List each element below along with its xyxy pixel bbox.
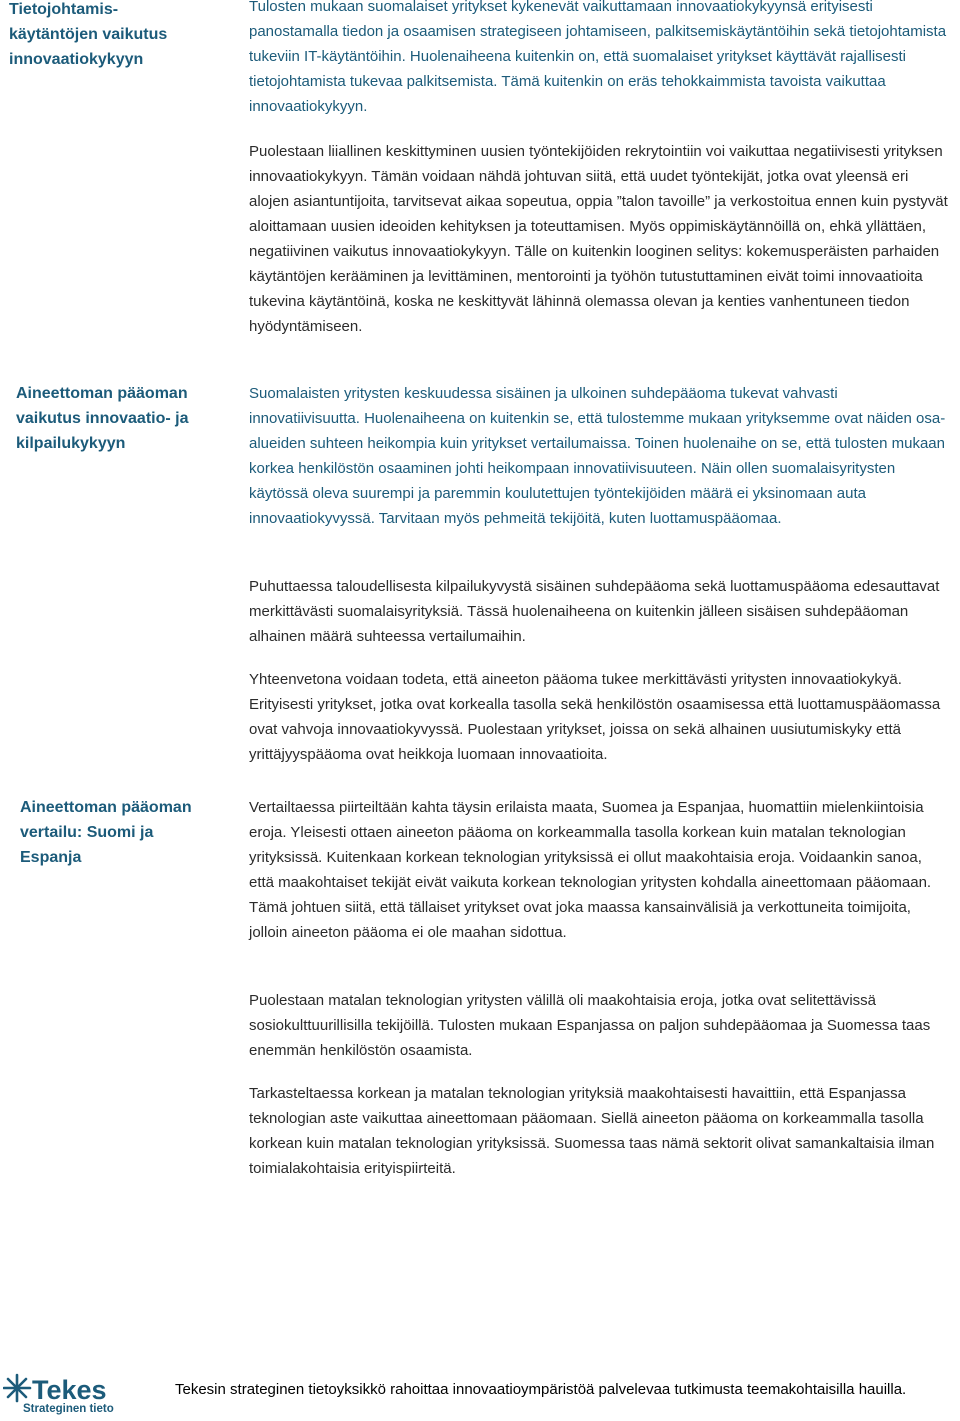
paragraph-3: Suomalaisten yritysten keskuudessa sisäinen ja ulkoinen suhdepääoma tukevat vahvasti innovatiivisuutta. Huolenaiheena on kuitenkin se, että tulostemme mukaan yrityksemme ovat näiden osa-alueiden suhteen heikompia kuin yritykset vertailumaissa. Toinen huolenaihe on se, että tulosten mukaan korkea henkilöstön osaaminen johti heikompaan innovatiivisuuteen. Näin ollen suomalaisyritysten käytössä oleva suurempi ja paremmin koulutettujen työntekijöiden määrä ei yksinomaan auta innovaatiokyvyssä. Tarvitaan myös pehmeitä tekijöitä, kuten luottamuspääomaa.	[249, 385, 946, 527]
section-heading-intangible-capital-impact	[16, 381, 221, 456]
heading-line: Aineettoman pääoman	[20, 799, 192, 816]
logo-tagline: Strateginen tieto	[23, 1403, 114, 1415]
section-heading-finland-spain-comparison	[20, 795, 225, 870]
paragraph-7: Puolestaan matalan teknologian yritysten välillä oli maakohtaisia eroja, jotka ovat selitettävissä sosiokulttuurillisilla tekijöillä. Tulosten mukaan Espanjassa on paljon suhdepääomaa ja Suomessa taas enemmän henkilöstön osaamista.	[249, 992, 931, 1059]
heading-line: innovaatiokykyyn	[9, 51, 144, 68]
heading-line: Aineettoman pääoman	[16, 385, 188, 402]
paragraph-6: Vertailtaessa piirteiltään kahta täysin erilaista maata, Suomea ja Espanjaa, huomattiin mielenkiintoisia eroja. Yleisesti ottaen aineeton pääoma on korkeammalla tasolla korkean kuin matalan teknologian yrityksissä. Kuitenkaan korkean teknologian yrityksissä ei ollut maakohtaisia eroja. Voidaankin sanoa, että maakohtaiset tekijät eivät vaikuta korkean teknologian yritysten kohdalla aineettomaan pääomaan. Tämä johtuen siitä, että tällaiset yritykset ovat joka maassa kansainvälisiä ja verkottuneita toimijoita, jolloin aineeton pääoma ei ole maahan sidottua.	[249, 799, 932, 941]
heading-line: käytäntöjen vaikutus	[9, 26, 168, 43]
heading-line: vaikutus innovaatio- ja	[16, 410, 189, 427]
tekes-logo-mark	[3, 1372, 133, 1416]
star-icon	[4, 1375, 30, 1401]
paragraph-4: Puhuttaessa taloudellisesta kilpailukyvystä sisäinen suhdepääoma sekä luottamuspääoma edesauttavat merkittävästi suomalaisyrityksiä. Tässä huolenaiheena on kuitenkin jälleen sisäisen suhdepääoman alhainen määrä suhteessa vertailumaihin.	[249, 578, 940, 645]
footer-note: Tekesin strateginen tietoyksikkö rahoittaa innovaatioympäristöä palvelevaa tutkimusta teemakohtaisilla hauilla.	[175, 1381, 907, 1398]
paragraph-5: Yhteenvetona voidaan todeta, että aineeton pääoma tukee merkittävästi yritysten innovaatiokykyä. Erityisesti yritykset, jotka ovat korkealla tasolla sekä henkilöstön osaamisessa että luottamuspääomassa ovat vahvoja innovaatiokyvyssä. Puolestaan yritykset, joissa on sekä alhainen uusiutumiskyky että yrittäjyyspääoma ovat heikkoja luomaan innovaatioita.	[249, 671, 941, 763]
logo-wordmark: Tekes	[32, 1375, 107, 1405]
section-heading-knowledge-management	[9, 0, 214, 72]
tekes-logo	[3, 1372, 133, 1416]
heading-line: Espanja	[20, 849, 82, 866]
heading-line: vertailu: Suomi ja	[20, 824, 154, 841]
heading-line: Tietojohtamis-	[9, 1, 119, 18]
heading-line: kilpailukykyyn	[16, 435, 126, 452]
paragraph-2: Puolestaan liiallinen keskittyminen uusien työntekijöiden rekrytointiin voi vaikuttaa negatiivisesti yrityksen innovaatiokykyyn. Tämän voidaan nähdä johtuvan siitä, että uudet työntekijät, jotka ovat yleensä eri alojen asiantuntijoita, tarvitsevat aikaa sopeutua, oppia ”talon tavoille” ja verkostoitua ennen kuin pystyvät aloittamaan uusien ideoiden kehityksen ja toteuttamisen. Myös oppimiskäytännöillä on, ehkä yllättäen, negatiivinen vaikutus innovaatiokykyyn. Tälle on kuitenkin looginen selitys: kokemusperäisten parhaiden käytäntöjen kerääminen ja levittäminen, mentorointi ja työhön tutustuttaminen eivät toimi innovaatioita tukevina käytäntöinä, koska ne keskittyvät lähinnä olemassa olevan ja kenties vanhentuneen tiedon hyödyntämiseen.	[249, 143, 948, 335]
paragraph-1: Tulosten mukaan suomalaiset yritykset kykenevät vaikuttamaan innovaatiokykyynsä erityisesti panostamalla tiedon ja osaamisen strategiseen johtamiseen, palkitsemiskäytäntöihin sekä tietojohtamista tukeviin IT-käytäntöihin. Huolenaiheena kuitenkin on, että suomalaiset yritykset käyttävät rajallisesti tietojohtamista tukevaa palkitsemista. Tämä kuitenkin on eräs tehokkaimmista tavoista vaikuttaa innovaatiokykyyn.	[249, 0, 947, 115]
paragraph-8: Tarkasteltaessa korkean ja matalan teknologian yrityksiä maakohtaisesti havaittiin, että Espanjassa teknologian aste vaikuttaa aineettomaan pääomaan. Siellä aineeton pääoma on korkeammalla tasolla korkean kuin matalan teknologian yrityksissä. Suomessa taas nämä sektorit olivat samankaltaisia ilman toimialakohtaisia erityispiirteitä.	[249, 1085, 935, 1177]
